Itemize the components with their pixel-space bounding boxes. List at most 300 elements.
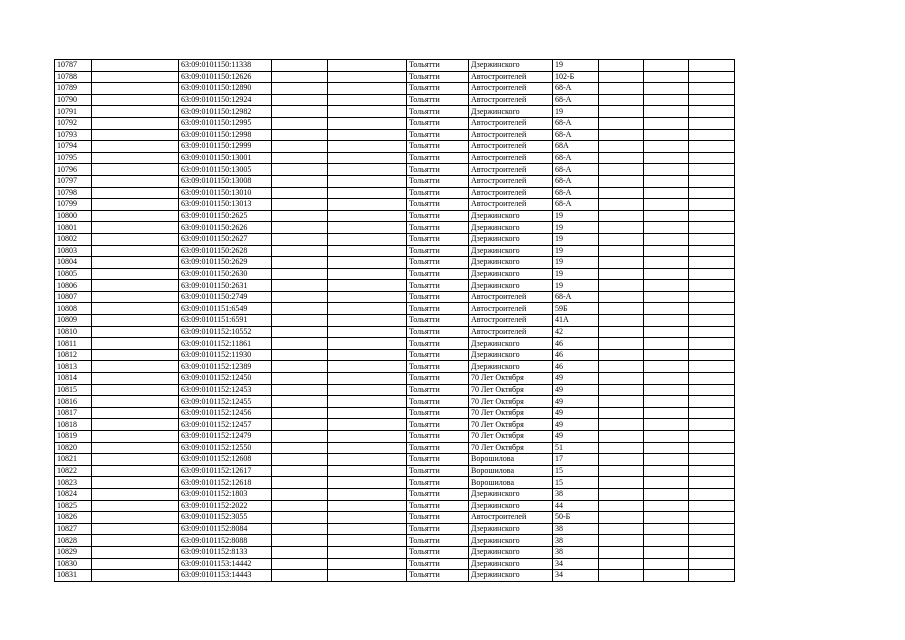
cell-empty <box>92 488 179 500</box>
records-table-body <box>55 60 735 582</box>
cell-empty <box>272 488 328 500</box>
cell-empty <box>689 94 735 106</box>
cell-empty <box>599 71 644 83</box>
cell-city: Тольятти <box>407 338 469 350</box>
cell-empty <box>272 222 328 234</box>
cell-empty <box>92 94 179 106</box>
cell-empty <box>599 152 644 164</box>
table-row <box>55 477 735 489</box>
cell-empty <box>92 117 179 129</box>
cell-empty <box>599 175 644 187</box>
cell-empty <box>689 199 735 211</box>
cell-empty <box>272 257 328 269</box>
cell-empty <box>689 83 735 95</box>
cell-house-number: 15 <box>553 465 599 477</box>
cell-empty <box>328 83 407 95</box>
cell-street: Дзержинского <box>469 361 553 373</box>
cell-record-number: 10801 <box>55 222 92 234</box>
cell-empty <box>644 500 689 512</box>
cell-empty <box>689 361 735 373</box>
cell-street: Ворошилова <box>469 454 553 466</box>
cell-cadastral-number: 63:09:0101152:3055 <box>179 512 272 524</box>
cell-empty <box>644 349 689 361</box>
table-row <box>55 384 735 396</box>
cell-record-number: 10811 <box>55 338 92 350</box>
cell-empty <box>328 384 407 396</box>
cell-empty <box>92 326 179 338</box>
cell-empty <box>328 315 407 327</box>
cell-empty <box>92 60 179 72</box>
table-row <box>55 164 735 176</box>
table-row <box>55 199 735 211</box>
cell-empty <box>689 187 735 199</box>
cell-empty <box>599 361 644 373</box>
table-row <box>55 570 735 582</box>
cell-house-number: 49 <box>553 373 599 385</box>
cell-street: Дзержинского <box>469 523 553 535</box>
cell-cadastral-number: 63:09:0101152:12455 <box>179 396 272 408</box>
cell-empty <box>644 233 689 245</box>
cell-empty <box>599 245 644 257</box>
cell-city: Тольятти <box>407 546 469 558</box>
cell-street: Автостроителей <box>469 164 553 176</box>
cell-cadastral-number: 63:09:0101152:12550 <box>179 442 272 454</box>
cell-street: Автостроителей <box>469 141 553 153</box>
cell-empty <box>272 233 328 245</box>
cell-record-number: 10806 <box>55 280 92 292</box>
cell-street: Дзержинского <box>469 546 553 558</box>
cell-house-number: 68-А <box>553 291 599 303</box>
cell-empty <box>689 442 735 454</box>
cell-cadastral-number: 63:09:0101152:10552 <box>179 326 272 338</box>
cell-city: Тольятти <box>407 222 469 234</box>
cell-empty <box>328 570 407 582</box>
cell-city: Тольятти <box>407 431 469 443</box>
cell-empty <box>689 349 735 361</box>
cell-cadastral-number: 63:09:0101152:12479 <box>179 431 272 443</box>
table-row <box>55 361 735 373</box>
cell-empty <box>599 141 644 153</box>
cell-house-number: 68-А <box>553 129 599 141</box>
cell-empty <box>328 431 407 443</box>
cell-empty <box>689 222 735 234</box>
cell-empty <box>92 245 179 257</box>
cell-house-number: 68-А <box>553 164 599 176</box>
cell-empty <box>328 257 407 269</box>
cell-empty <box>599 512 644 524</box>
cell-empty <box>92 431 179 443</box>
cell-cadastral-number: 63:09:0101150:2629 <box>179 257 272 269</box>
cell-record-number: 10802 <box>55 233 92 245</box>
cell-cadastral-number: 63:09:0101151:6591 <box>179 315 272 327</box>
table-row <box>55 303 735 315</box>
cell-empty <box>689 210 735 222</box>
cell-empty <box>272 523 328 535</box>
cell-cadastral-number: 63:09:0101152:11861 <box>179 338 272 350</box>
cell-empty <box>92 315 179 327</box>
cell-empty <box>599 187 644 199</box>
cell-empty <box>599 164 644 176</box>
table-row <box>55 500 735 512</box>
cell-empty <box>689 152 735 164</box>
cell-empty <box>599 465 644 477</box>
cell-house-number: 49 <box>553 396 599 408</box>
cell-empty <box>328 349 407 361</box>
cell-record-number: 10807 <box>55 291 92 303</box>
table-row <box>55 106 735 118</box>
cell-empty <box>272 268 328 280</box>
cell-empty <box>92 71 179 83</box>
cell-empty <box>689 384 735 396</box>
cell-empty <box>644 488 689 500</box>
cell-empty <box>599 442 644 454</box>
cell-empty <box>272 419 328 431</box>
cell-cadastral-number: 63:09:0101152:12617 <box>179 465 272 477</box>
cell-empty <box>644 222 689 234</box>
cell-empty <box>644 268 689 280</box>
cell-cadastral-number: 63:09:0101152:12456 <box>179 407 272 419</box>
cell-record-number: 10789 <box>55 83 92 95</box>
cell-empty <box>272 141 328 153</box>
cell-empty <box>92 465 179 477</box>
cell-empty <box>328 199 407 211</box>
records-table <box>54 59 735 582</box>
cell-street: Дзержинского <box>469 500 553 512</box>
cell-empty <box>644 199 689 211</box>
cell-empty <box>92 303 179 315</box>
cell-empty <box>92 257 179 269</box>
cell-city: Тольятти <box>407 558 469 570</box>
cell-house-number: 17 <box>553 454 599 466</box>
cell-record-number: 10827 <box>55 523 92 535</box>
cell-empty <box>272 477 328 489</box>
table-row <box>55 129 735 141</box>
cell-cadastral-number: 63:09:0101152:12389 <box>179 361 272 373</box>
cell-street: Дзержинского <box>469 222 553 234</box>
cell-house-number: 19 <box>553 257 599 269</box>
cell-empty <box>92 106 179 118</box>
cell-empty <box>689 280 735 292</box>
cell-empty <box>599 384 644 396</box>
table-row <box>55 465 735 477</box>
cell-street: Дзержинского <box>469 338 553 350</box>
cell-empty <box>328 419 407 431</box>
cell-street: Ворошилова <box>469 477 553 489</box>
cell-empty <box>689 291 735 303</box>
cell-city: Тольятти <box>407 477 469 489</box>
cell-empty <box>92 268 179 280</box>
cell-empty <box>328 338 407 350</box>
cell-record-number: 10814 <box>55 373 92 385</box>
cell-cadastral-number: 63:09:0101152:12457 <box>179 419 272 431</box>
cell-empty <box>644 245 689 257</box>
cell-record-number: 10822 <box>55 465 92 477</box>
cell-street: 70 Лет Октября <box>469 396 553 408</box>
cell-street: Дзержинского <box>469 570 553 582</box>
cell-empty <box>92 152 179 164</box>
cell-street: Дзержинского <box>469 280 553 292</box>
cell-empty <box>272 71 328 83</box>
cell-record-number: 10799 <box>55 199 92 211</box>
cell-house-number: 59Б <box>553 303 599 315</box>
cell-street: Автостроителей <box>469 94 553 106</box>
cell-house-number: 19 <box>553 245 599 257</box>
cell-city: Тольятти <box>407 245 469 257</box>
cell-empty <box>92 546 179 558</box>
cell-empty <box>644 442 689 454</box>
cell-city: Тольятти <box>407 175 469 187</box>
cell-empty <box>272 338 328 350</box>
cell-empty <box>272 315 328 327</box>
cell-city: Тольятти <box>407 117 469 129</box>
cell-house-number: 34 <box>553 570 599 582</box>
cell-empty <box>599 373 644 385</box>
cell-empty <box>599 94 644 106</box>
table-row <box>55 71 735 83</box>
cell-empty <box>92 373 179 385</box>
cell-empty <box>328 558 407 570</box>
cell-city: Тольятти <box>407 488 469 500</box>
cell-empty <box>328 523 407 535</box>
cell-empty <box>92 141 179 153</box>
cell-empty <box>328 546 407 558</box>
cell-cadastral-number: 63:09:0101150:13010 <box>179 187 272 199</box>
cell-empty <box>599 280 644 292</box>
cell-empty <box>92 233 179 245</box>
cell-empty <box>92 280 179 292</box>
cell-empty <box>272 465 328 477</box>
cell-empty <box>644 512 689 524</box>
cell-empty <box>328 303 407 315</box>
cell-empty <box>599 106 644 118</box>
cell-empty <box>689 129 735 141</box>
cell-record-number: 10808 <box>55 303 92 315</box>
cell-empty <box>272 117 328 129</box>
cell-empty <box>599 500 644 512</box>
cell-empty <box>328 268 407 280</box>
cell-cadastral-number: 63:09:0101152:12453 <box>179 384 272 396</box>
cell-empty <box>328 71 407 83</box>
table-row <box>55 245 735 257</box>
cell-empty <box>92 407 179 419</box>
cell-empty <box>328 60 407 72</box>
cell-empty <box>272 546 328 558</box>
cell-empty <box>689 338 735 350</box>
cell-city: Тольятти <box>407 129 469 141</box>
cell-cadastral-number: 63:09:0101150:13008 <box>179 175 272 187</box>
cell-empty <box>272 187 328 199</box>
cell-empty <box>92 129 179 141</box>
table-row <box>55 257 735 269</box>
cell-house-number: 68-А <box>553 83 599 95</box>
cell-house-number: 19 <box>553 210 599 222</box>
cell-house-number: 42 <box>553 326 599 338</box>
cell-street: Автостроителей <box>469 152 553 164</box>
cell-empty <box>644 164 689 176</box>
cell-street: Дзержинского <box>469 558 553 570</box>
table-row <box>55 523 735 535</box>
cell-city: Тольятти <box>407 164 469 176</box>
cell-empty <box>328 245 407 257</box>
cell-empty <box>644 315 689 327</box>
cell-empty <box>644 326 689 338</box>
cell-city: Тольятти <box>407 384 469 396</box>
table-row <box>55 558 735 570</box>
cell-record-number: 10815 <box>55 384 92 396</box>
cell-empty <box>689 175 735 187</box>
cell-record-number: 10809 <box>55 315 92 327</box>
cell-empty <box>328 407 407 419</box>
table-row <box>55 152 735 164</box>
cell-record-number: 10829 <box>55 546 92 558</box>
cell-house-number: 38 <box>553 535 599 547</box>
cell-cadastral-number: 63:09:0101150:11338 <box>179 60 272 72</box>
cell-empty <box>644 152 689 164</box>
cell-city: Тольятти <box>407 419 469 431</box>
cell-empty <box>272 164 328 176</box>
cell-cadastral-number: 63:09:0101150:2630 <box>179 268 272 280</box>
cell-city: Тольятти <box>407 523 469 535</box>
cell-empty <box>689 245 735 257</box>
cell-house-number: 68-А <box>553 199 599 211</box>
table-row <box>55 454 735 466</box>
cell-empty <box>328 94 407 106</box>
cell-record-number: 10790 <box>55 94 92 106</box>
cell-city: Тольятти <box>407 512 469 524</box>
cell-empty <box>689 500 735 512</box>
cell-record-number: 10830 <box>55 558 92 570</box>
cell-house-number: 38 <box>553 488 599 500</box>
cell-empty <box>644 419 689 431</box>
cell-cadastral-number: 63:09:0101150:2749 <box>179 291 272 303</box>
cell-street: Автостроителей <box>469 117 553 129</box>
cell-empty <box>272 431 328 443</box>
cell-empty <box>272 94 328 106</box>
cell-empty <box>689 454 735 466</box>
cell-empty <box>644 210 689 222</box>
table-row <box>55 83 735 95</box>
cell-cadastral-number: 63:09:0101153:14443 <box>179 570 272 582</box>
cell-city: Тольятти <box>407 106 469 118</box>
cell-empty <box>689 268 735 280</box>
cell-house-number: 68А <box>553 141 599 153</box>
cell-street: Автостроителей <box>469 175 553 187</box>
cell-empty <box>599 199 644 211</box>
table-row <box>55 442 735 454</box>
cell-empty <box>328 361 407 373</box>
cell-empty <box>644 117 689 129</box>
cell-empty <box>328 187 407 199</box>
cell-empty <box>328 373 407 385</box>
cell-cadastral-number: 63:09:0101150:13001 <box>179 152 272 164</box>
cell-empty <box>328 106 407 118</box>
cell-record-number: 10823 <box>55 477 92 489</box>
cell-empty <box>689 488 735 500</box>
cell-empty <box>272 512 328 524</box>
cell-empty <box>689 164 735 176</box>
cell-cadastral-number: 63:09:0101150:2625 <box>179 210 272 222</box>
cell-street: Дзержинского <box>469 268 553 280</box>
cell-empty <box>644 129 689 141</box>
cell-street: 70 Лет Октября <box>469 431 553 443</box>
cell-city: Тольятти <box>407 373 469 385</box>
cell-empty <box>599 117 644 129</box>
cell-empty <box>689 523 735 535</box>
cell-empty <box>328 175 407 187</box>
cell-street: 70 Лет Октября <box>469 373 553 385</box>
cell-street: Дзержинского <box>469 349 553 361</box>
cell-record-number: 10826 <box>55 512 92 524</box>
cell-house-number: 68-А <box>553 187 599 199</box>
cell-record-number: 10831 <box>55 570 92 582</box>
cell-empty <box>92 419 179 431</box>
cell-cadastral-number: 63:09:0101150:2627 <box>179 233 272 245</box>
cell-street: Дзержинского <box>469 257 553 269</box>
cell-record-number: 10791 <box>55 106 92 118</box>
cell-empty <box>272 361 328 373</box>
cell-record-number: 10821 <box>55 454 92 466</box>
table-row <box>55 349 735 361</box>
cell-empty <box>644 60 689 72</box>
cell-house-number: 41А <box>553 315 599 327</box>
cell-house-number: 38 <box>553 523 599 535</box>
cell-house-number: 50-Б <box>553 512 599 524</box>
cell-city: Тольятти <box>407 268 469 280</box>
cell-city: Тольятти <box>407 71 469 83</box>
cell-empty <box>644 106 689 118</box>
cell-street: Автостроителей <box>469 315 553 327</box>
cell-empty <box>644 465 689 477</box>
cell-record-number: 10820 <box>55 442 92 454</box>
cell-empty <box>644 257 689 269</box>
cell-cadastral-number: 63:09:0101152:12450 <box>179 373 272 385</box>
cell-empty <box>644 407 689 419</box>
cell-empty <box>92 222 179 234</box>
cell-empty <box>272 349 328 361</box>
cell-city: Тольятти <box>407 303 469 315</box>
cell-empty <box>599 431 644 443</box>
cell-street: Автостроителей <box>469 83 553 95</box>
cell-city: Тольятти <box>407 257 469 269</box>
cell-empty <box>599 326 644 338</box>
cell-empty <box>599 210 644 222</box>
table-row <box>55 338 735 350</box>
cell-empty <box>644 535 689 547</box>
cell-city: Тольятти <box>407 349 469 361</box>
cell-street: 70 Лет Октября <box>469 442 553 454</box>
cell-empty <box>644 175 689 187</box>
cell-house-number: 49 <box>553 419 599 431</box>
cell-empty <box>272 500 328 512</box>
cell-empty <box>689 558 735 570</box>
cell-empty <box>328 326 407 338</box>
cell-empty <box>92 500 179 512</box>
cell-house-number: 44 <box>553 500 599 512</box>
cell-record-number: 10804 <box>55 257 92 269</box>
cell-empty <box>644 454 689 466</box>
table-row <box>55 210 735 222</box>
cell-empty <box>689 315 735 327</box>
table-row <box>55 373 735 385</box>
cell-record-number: 10819 <box>55 431 92 443</box>
cell-street: Ворошилова <box>469 465 553 477</box>
cell-record-number: 10788 <box>55 71 92 83</box>
cell-empty <box>328 222 407 234</box>
cell-empty <box>328 164 407 176</box>
cell-street: 70 Лет Октября <box>469 419 553 431</box>
cell-empty <box>644 187 689 199</box>
cell-cadastral-number: 63:09:0101150:12999 <box>179 141 272 153</box>
